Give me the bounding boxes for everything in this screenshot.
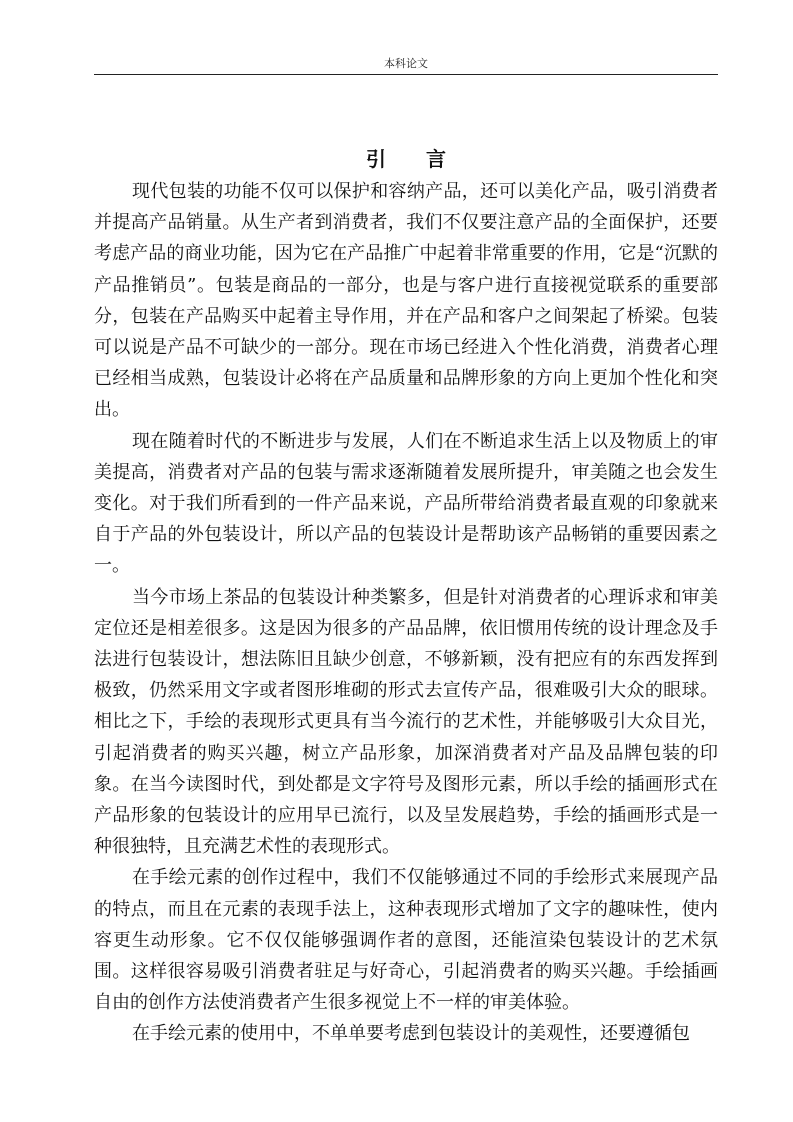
running-header: 本科论文 — [384, 57, 428, 70]
paragraph-1: 现代包装的功能不仅可以保护和容纳产品，还可以美化产品，吸引消费者并提高产品销量。从生产者到消费者，我们不仅要注意产品的全面保护，还要考虑产品的商业功能，因为它在产品推广中起着非常重要的作用，它是“沉默的产品推销员”。包装是商品的一部分，也是与客户进行直接视觉联系的重要部分，包装在产品购买中起着主导作用，并在产品和客户之间架起了桥梁。包装可以说是产品不可缺少的一部分。现在市场已经进入个性化消费，消费者心理已经相当成熟，包装设计必将在产品质量和品牌形象的方向上更加个性化和突出。 — [94, 181, 718, 421]
paragraph-2: 现在随着时代的不断进步与发展，人们在不断追求生活上以及物质上的审美提高，消费者对产品的包装与需求逐渐随着发展所提升，审美随之也会发生变化。对于我们所看到的一件产品来说，产品所带给消费者最直观的印象就来自于产品的外包装设计，所以产品的包装设计是帮助该产品畅销的重要因素之一。 — [94, 430, 718, 577]
section-body — [94, 176, 718, 1050]
header-rule — [94, 74, 718, 75]
paragraph-3: 当今市场上茶品的包装设计种类繁多，但是针对消费者的心理诉求和审美定位还是相差很多。这是因为很多的产品品牌，依旧惯用传统的设计理念及手法进行包装设计，想法陈旧且缺少创意，不够新颖，没有把应有的东西发挥到极致，仍然采用文字或者图形堆砌的形式去宣传产品，很难吸引大众的眼球。相比之下，手绘的表现形式更具有当今流行的艺术性，并能够吸引大众目光，引起消费者的购买兴趣，树立产品形象，加深消费者对产品及品牌包装的印象。在当今读图时代，到处都是文字符号及图形元素，所以手绘的插画形式在产品形象的包装设计的应用早已流行，以及呈发展趋势，手绘的插画形式是一种很独特，且充满艺术性的表现形式。 — [94, 586, 718, 858]
section-title: 引言 — [366, 147, 486, 171]
paragraph-5: 在手绘元素的使用中，不单单要考虑到包装设计的美观性，还要遵循包 — [132, 1023, 690, 1045]
paragraph-4: 在手绘元素的创作过程中，我们不仅能够通过不同的手绘形式来展现产品的特点，而且在元素的表现手法上，这种表现形式增加了文字的趣味性，使内容更生动形象。它不仅仅能够强调作者的意图，还能渲染包装设计的艺术氛围。这样很容易吸引消费者驻足与好奇心，引起消费者的购买兴趣。手绘插画自由的创作方法使消费者产生很多视觉上不一样的审美体验。 — [94, 867, 718, 1014]
